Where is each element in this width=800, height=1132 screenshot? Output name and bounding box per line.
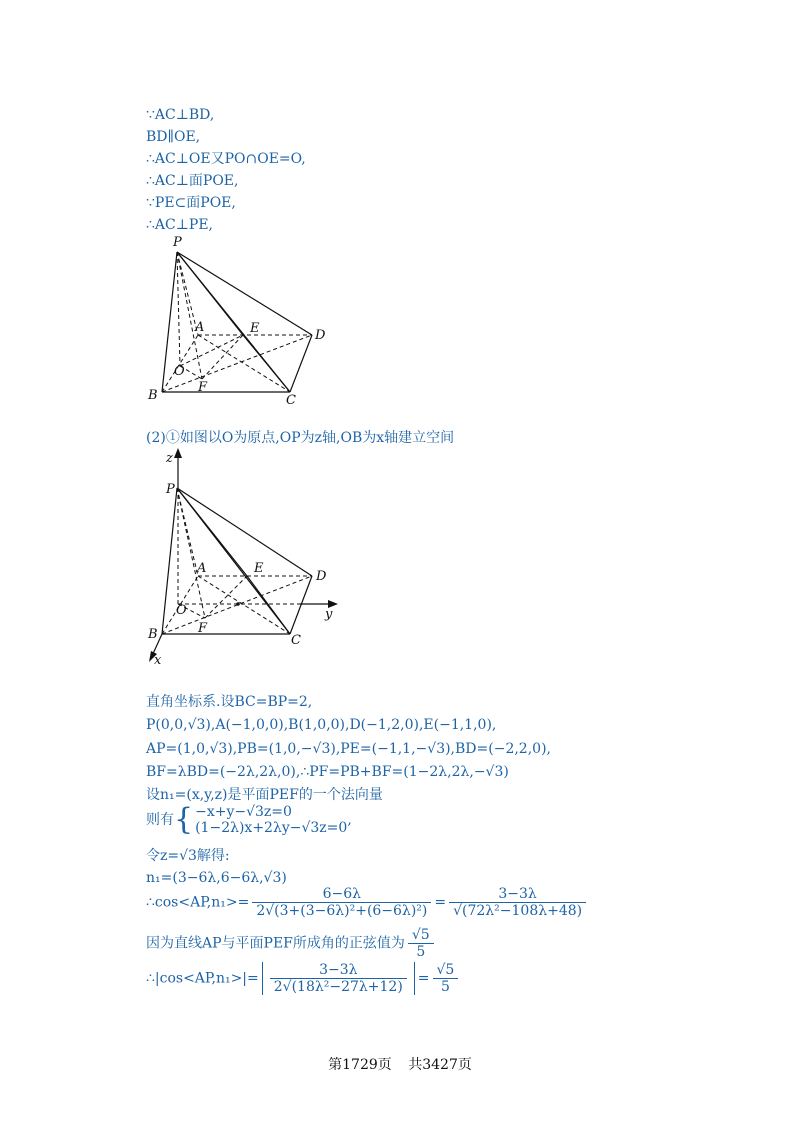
cos-num-1: 6−6λ (252, 886, 431, 903)
fig1-label-A: A (195, 320, 205, 335)
system-prefix: 则有 (146, 812, 174, 828)
proof-line-6: ∴AC⊥PE, (146, 217, 213, 233)
proof-line-4: ∴AC⊥面POE, (146, 173, 239, 189)
fig1-label-B: B (148, 388, 158, 403)
solution-line-8: n₁=(3−6λ,6−6λ,√3) (146, 870, 287, 886)
cos-den-1: 2√(3+(3−6λ)²+(6−6λ)²) (256, 903, 428, 919)
fig1-label-C: C (286, 393, 296, 407)
system-suffix: , (347, 812, 352, 828)
fig1-label-O: O (174, 364, 185, 379)
fig2-label-A: A (197, 561, 207, 576)
page-footer (0, 1054, 800, 1074)
solution-line-1: 直角坐标系.设BC=BP=2, (146, 694, 313, 710)
proof-line-2: BD∥OE, (146, 129, 201, 145)
abs-result-fraction (433, 962, 459, 995)
solution-line-11 (146, 962, 461, 995)
solution-line-3: AP=(1,0,√3),PB=(1,0,−√3),PE=(−1,1,−√3),BD=(−2,2,0), (146, 741, 551, 757)
fig2-label-C: C (291, 633, 301, 648)
brace-icon: { (174, 802, 194, 837)
fig1-label-E: E (250, 321, 260, 336)
fig2-label-F: F (198, 621, 208, 636)
solution-line-5: 设n₁=(x,y,z)是平面PEF的一个法向量 (146, 787, 383, 803)
sine-fraction (408, 927, 434, 960)
abs-fraction (270, 962, 407, 995)
fig1-label-F: F (198, 380, 208, 395)
fig2-label-x: x (154, 653, 162, 668)
abs-den: 2√(18λ²−27λ+12) (273, 979, 403, 995)
total-pages: 共3427页 (408, 1057, 472, 1073)
system-eq-1: −x+y−√3z=0 (195, 804, 292, 820)
fig2-label-y: y (325, 607, 333, 622)
part2-intro: (2)①如图以O为原点,OP为z轴,OB为x轴建立空间 (146, 430, 455, 446)
fig2-label-B: B (148, 627, 158, 642)
abs-value-box (262, 962, 415, 995)
proof-line-5: ∵PE⊂面POE, (146, 195, 236, 211)
fig2-label-E: E (254, 561, 264, 576)
system-eq-2: (1−2λ)x+2λy−√3z=0 (195, 820, 348, 836)
solution-line-10 (146, 927, 437, 960)
abs-result-den: 5 (440, 979, 450, 995)
cos-fraction-1 (252, 886, 431, 919)
equation-system (195, 804, 347, 836)
solution-line-7: 令z=√3解得: (146, 848, 230, 864)
cos-prefix: ∴cos<AP,n₁>= (146, 894, 250, 911)
page-number: 第1729页 (328, 1057, 392, 1073)
solution-line-4: BF=λBD=(−2λ,2λ,0),∴PF=PB+BF=(1−2λ,2λ,−√3) (146, 764, 509, 780)
sine-den: 5 (416, 944, 426, 960)
solution-line-9 (146, 886, 589, 919)
proof-line-3: ∴AC⊥OE又PO∩OE=O, (146, 151, 306, 167)
fig1-label-D: D (315, 328, 326, 343)
solution-line-2: P(0,0,√3),A(−1,0,0),B(1,0,0),D(−1,2,0),E(−1,1,0), (146, 717, 497, 733)
solution-line-6 (146, 804, 352, 836)
fig2-label-P: P (166, 482, 175, 497)
cos-fraction-2 (449, 886, 586, 919)
abs-result-num: √5 (433, 962, 459, 979)
abs-cos-prefix: ∴|cos<AP,n₁>|= (146, 970, 259, 987)
pyramid-figure-2 (140, 446, 350, 668)
fig1-label-P: P (173, 235, 182, 250)
fig2-label-D: D (316, 569, 327, 584)
sine-text: 因为直线AP与平面PEF所成角的正弦值为 (146, 935, 405, 952)
proof-line-1: ∵AC⊥BD, (146, 107, 215, 123)
abs-eq: = (417, 970, 430, 987)
fig2-label-z: z (166, 451, 173, 466)
cos-den-2: √(72λ²−108λ+48) (453, 903, 583, 919)
pyramid-figure-1 (140, 232, 340, 407)
cos-num-2: 3−3λ (449, 886, 586, 903)
abs-num: 3−3λ (270, 962, 407, 979)
sine-num: √5 (408, 927, 434, 944)
fig2-label-O: O (176, 603, 187, 618)
cos-eq: = (434, 894, 447, 911)
